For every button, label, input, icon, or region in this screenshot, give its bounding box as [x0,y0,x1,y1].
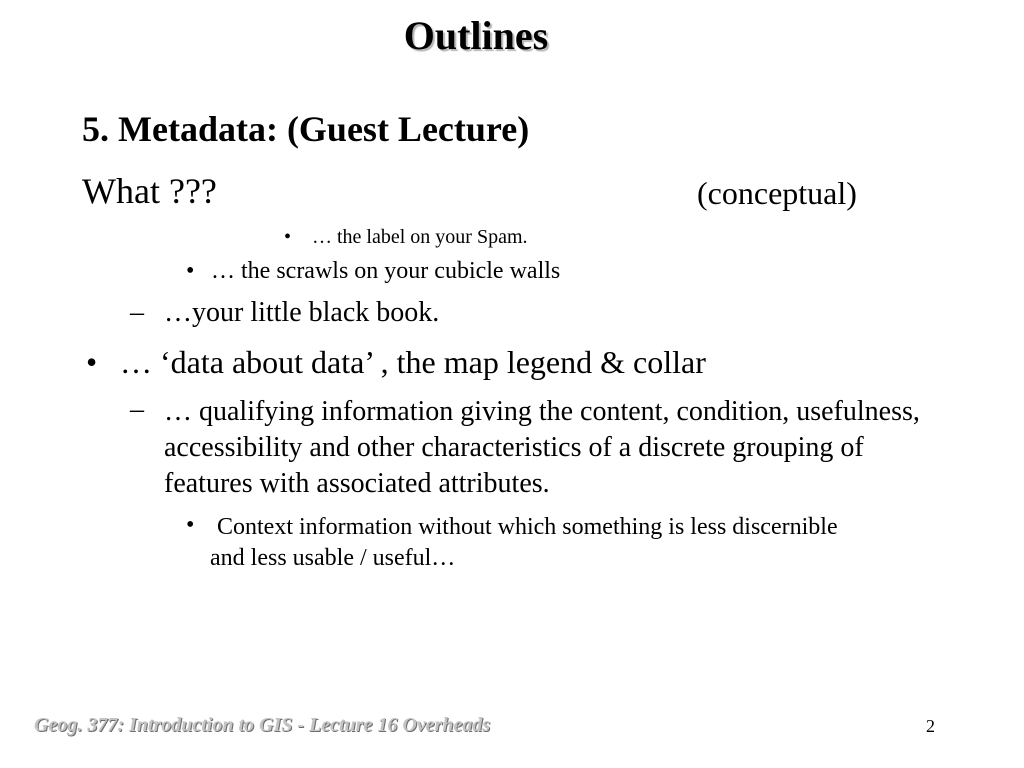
dash-text: … qualifying information giving the content, condition, usefulness, accessibility and other characteristics of a discrete grouping of features with associated attributes. [164,396,920,499]
bullet-icon: • [86,344,98,380]
dash-icon: – [130,394,144,425]
bullet-text: Context information without which something is less discernible and less usable / useful… [210,514,838,571]
bullet-text: … the label on your Spam. [312,226,528,248]
page-number: 2 [926,716,935,736]
subheading-conceptual: (conceptual) [697,175,857,211]
bullet-text: … ‘data about data’ , the map legend & collar [120,344,706,380]
dash-item-qualifying-information [130,394,950,514]
dash-icon: – [130,297,144,328]
subheading-what: What ??? [82,171,217,211]
slide-title: Outlines [403,13,549,58]
bullet-item-context-information [186,512,866,576]
bullet-icon: • [186,512,195,538]
bullet-icon: • [284,226,292,248]
bullet-icon: • [186,258,195,284]
section-heading: 5. Metadata: (Guest Lecture) [82,109,530,149]
dash-text: …your little black book. [164,297,440,328]
bullet-text: … the scrawls on your cubicle walls [211,258,561,284]
footer-course-title: Geog. 377: Introduction to GIS - Lecture 16 Overheads [34,714,491,736]
